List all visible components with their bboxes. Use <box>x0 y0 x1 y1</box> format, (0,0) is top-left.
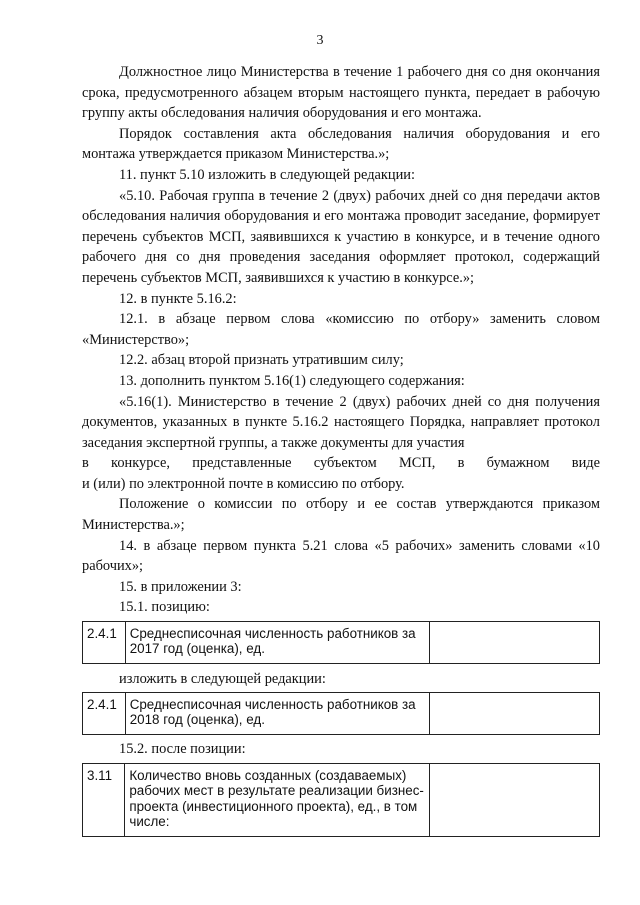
paragraph: 12.1. в абзаце первом слова «комиссию по отбору» заменить словом «Министерство»; <box>82 311 600 348</box>
paragraph: 15. в приложении 3: <box>119 578 242 595</box>
position-table-old <box>82 621 600 664</box>
document-body <box>82 62 600 618</box>
position-value <box>429 622 599 664</box>
paragraph: Должностное лицо Министерства в течение 1 рабочего дня со дня окончания срока, предусмотренного абзацем вторым настоящего пункта, передает в рабочую группу акты обследования наличия оборудования и его монтажа. <box>82 64 600 122</box>
page-number: 3 <box>316 33 324 48</box>
position-text: Среднесписочная численность работников за 2018 год (оценка), ед. <box>125 693 429 735</box>
paragraph-line: и (или) по электронной почте в комиссию по отбору. <box>82 475 405 492</box>
paragraph: «5.10. Рабочая группа в течение 2 (двух) рабочих дней со дня передачи актов обследования наличия оборудования и его монтажа проводит заседание, формирует перечень субъектов МСП, заявившихся к участию в конкурсе, и в течение одного рабочего дня со дня проведения заседания оформляет протокол, содержащий перечень субъектов МСП, заявившихся к участию в конкурсе.»; <box>82 187 600 286</box>
paragraph: Положение о комиссии по отбору и ее состав утверждаются приказом Министерства.»; <box>82 496 600 534</box>
paragraph: 12.2. абзац второй признать утратившим силу; <box>119 352 404 369</box>
paragraph-line: в конкурсе, представленные субъектом МСП, в бумажном виде <box>82 455 600 472</box>
position-number: 2.4.1 <box>83 693 126 735</box>
paragraph: 11. пункт 5.10 изложить в следующей редакции: <box>119 166 416 183</box>
position-number: 2.4.1 <box>83 622 126 664</box>
paragraph: Порядок составления акта обследования наличия оборудования и его монтажа утверждается приказом Министерства.»; <box>82 125 600 163</box>
position-value <box>429 764 599 837</box>
instruction-text: изложить в следующей редакции: <box>119 671 326 687</box>
position-value <box>429 693 599 735</box>
table-row <box>83 622 600 664</box>
position-text: Среднесписочная численность работников за 2017 год (оценка), ед. <box>125 622 429 664</box>
table-row <box>83 693 600 735</box>
paragraph: 15.1. позицию: <box>119 599 210 616</box>
position-text: Количество вновь созданных (создаваемых) рабочих мест в результате реализации бизнес-проекта (инвестиционного проекта), ед., в том числе: <box>125 764 429 837</box>
position-table-after <box>82 763 600 837</box>
position-number: 3.11 <box>83 764 125 837</box>
instruction-text: 15.2. после позиции: <box>119 741 246 757</box>
paragraph: 13. дополнить пунктом 5.16(1) следующего содержания: <box>119 372 465 389</box>
table-row <box>83 764 600 837</box>
paragraph: 12. в пункте 5.16.2: <box>119 290 237 307</box>
paragraph: 14. в абзаце первом пункта 5.21 слова «5 рабочих» заменить словами «10 рабочих»; <box>82 537 600 575</box>
position-table-new <box>82 692 600 735</box>
paragraph: «5.16(1). Министерство в течение 2 (двух) рабочих дней со дня получения документов, указанных в пункте 5.16.2 настоящего Порядка, направляет протокол заседания экспертной группы, а также документы для участия <box>82 393 600 451</box>
